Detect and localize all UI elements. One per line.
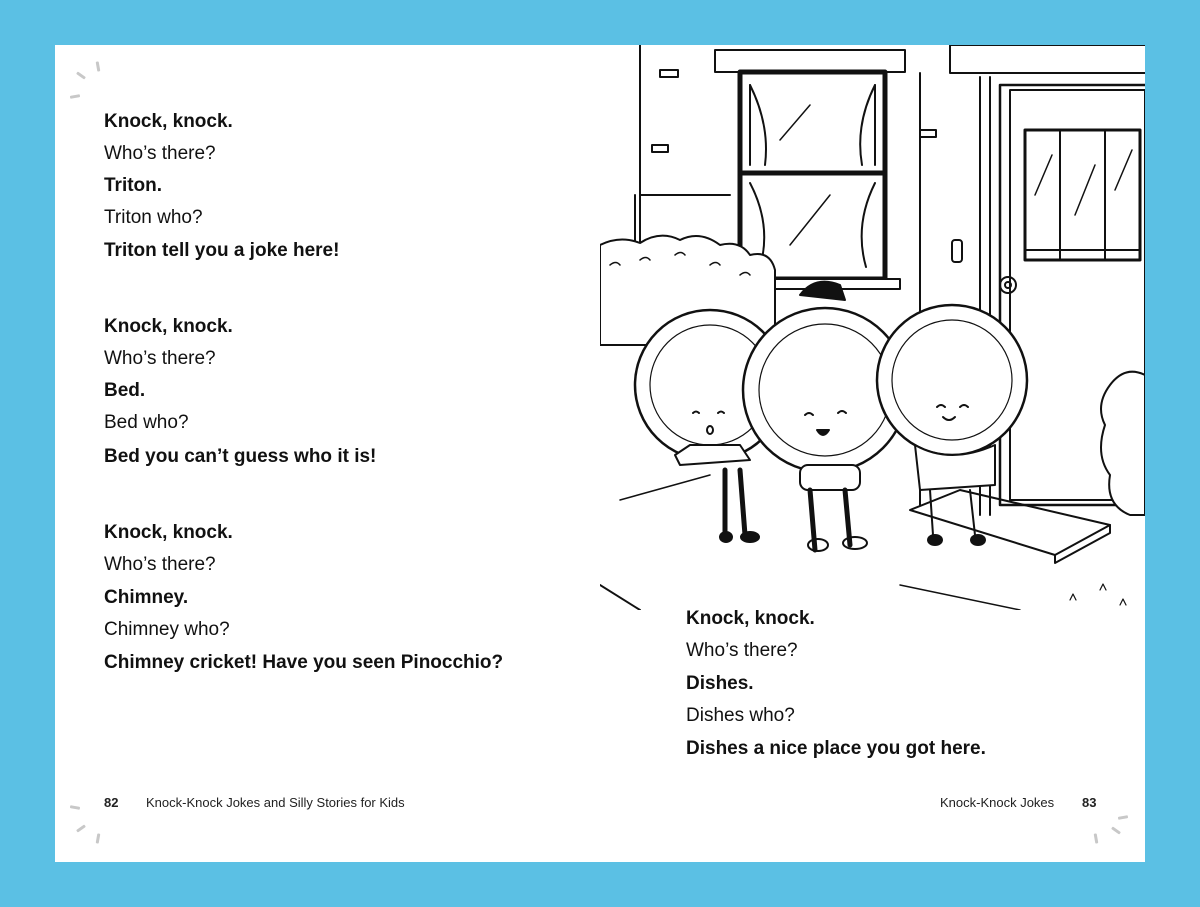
- running-title-left: Knock-Knock Jokes and Silly Stories for Kids: [146, 795, 405, 810]
- joke-knock-line: Knock, knock.: [686, 608, 815, 629]
- joke-punchline: Bed you can’t guess who it is!: [104, 446, 377, 467]
- page-number-right: 83: [1082, 795, 1097, 810]
- joke-answer-line: Bed.: [104, 380, 146, 401]
- joke-whos-there-line: Who’s there?: [104, 348, 216, 369]
- joke-answer-line: Dishes.: [686, 673, 754, 694]
- joke-whos-there-line: Who’s there?: [686, 640, 798, 661]
- joke-punchline: Chimney cricket! Have you seen Pinocchio?: [104, 652, 504, 673]
- joke-who-line: Bed who?: [104, 412, 189, 433]
- joke-whos-there-line: Who’s there?: [104, 554, 216, 575]
- page-number-left: 82: [104, 795, 119, 810]
- joke-punchline: Triton tell you a joke here!: [104, 240, 340, 261]
- joke-knock-line: Knock, knock.: [104, 522, 233, 543]
- joke-who-line: Triton who?: [104, 207, 203, 228]
- joke-answer-line: Chimney.: [104, 587, 189, 608]
- joke-who-line: Chimney who?: [104, 619, 230, 640]
- joke-punchline: Dishes a nice place you got here.: [686, 738, 986, 759]
- joke-answer-line: Triton.: [104, 175, 163, 196]
- book-spread: [55, 45, 1145, 862]
- joke-knock-line: Knock, knock.: [104, 316, 233, 337]
- joke-who-line: Dishes who?: [686, 705, 795, 726]
- running-title-right: Knock-Knock Jokes: [940, 795, 1055, 810]
- illustration-plates-at-door: [600, 45, 1145, 610]
- joke-knock-line: Knock, knock.: [104, 111, 233, 132]
- joke-whos-there-line: Who’s there?: [104, 143, 216, 164]
